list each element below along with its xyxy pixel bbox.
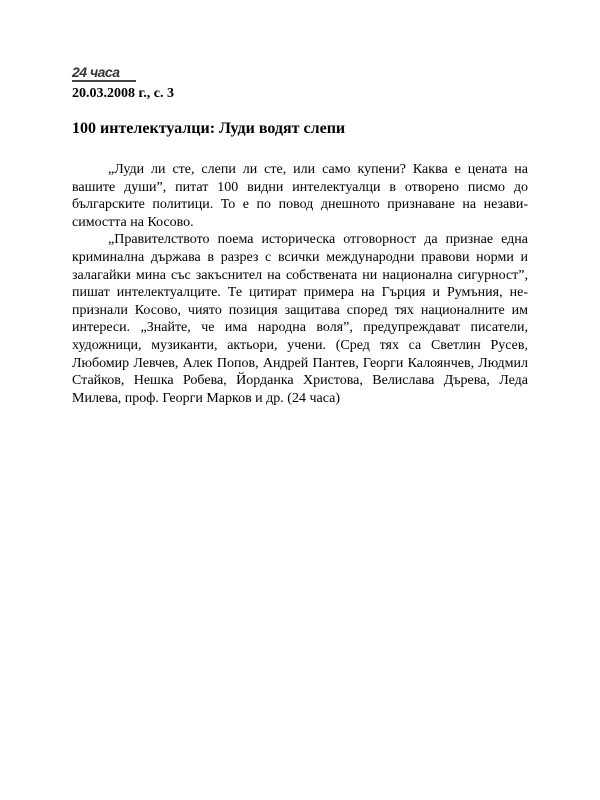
article-body	[72, 161, 528, 407]
article-headline: 100 интелектуалци: Луди водят слепи	[72, 120, 346, 137]
article-paragraph: „Луди ли сте, слепи ли сте, или само купени? Каква е цената на вашите души”, питат 100 видни интелектуалци в отворено писмо до българските политици. То е по повод днешното признаване на независимостта на Косово.	[72, 162, 528, 230]
newspaper-logo-text: 24 часа	[72, 64, 120, 80]
newspaper-logo	[72, 66, 136, 84]
logo-underline	[72, 80, 136, 82]
publication-date-line: 20.03.2008 г., с. 3	[72, 86, 174, 101]
article-paragraph: „Правителството поема историческа отговорност да признае една криминална държава в разрез с всички международни правови норми и залагайки мина със закъснител на собствената ни национална сигурност”, пишат интелектуалците. Те цитират примера на Гърция и Румъния, непризнали Косово, чиято позиция защитава според тях националните им интереси. „Знайте, че има народна воля”, предупреждават писатели, художници, музиканти, актьори, учени. (Сред тях са Светлин Русев, Любомир Левчев, Алек Попов, Андрей Пантев, Георги Калоянчев, Людмил Стайков, Нешка Робева, Йорданка Христова, Велислава Дърева, Леда Милева, проф. Георги Марков и др. (24 часа)	[72, 232, 528, 406]
